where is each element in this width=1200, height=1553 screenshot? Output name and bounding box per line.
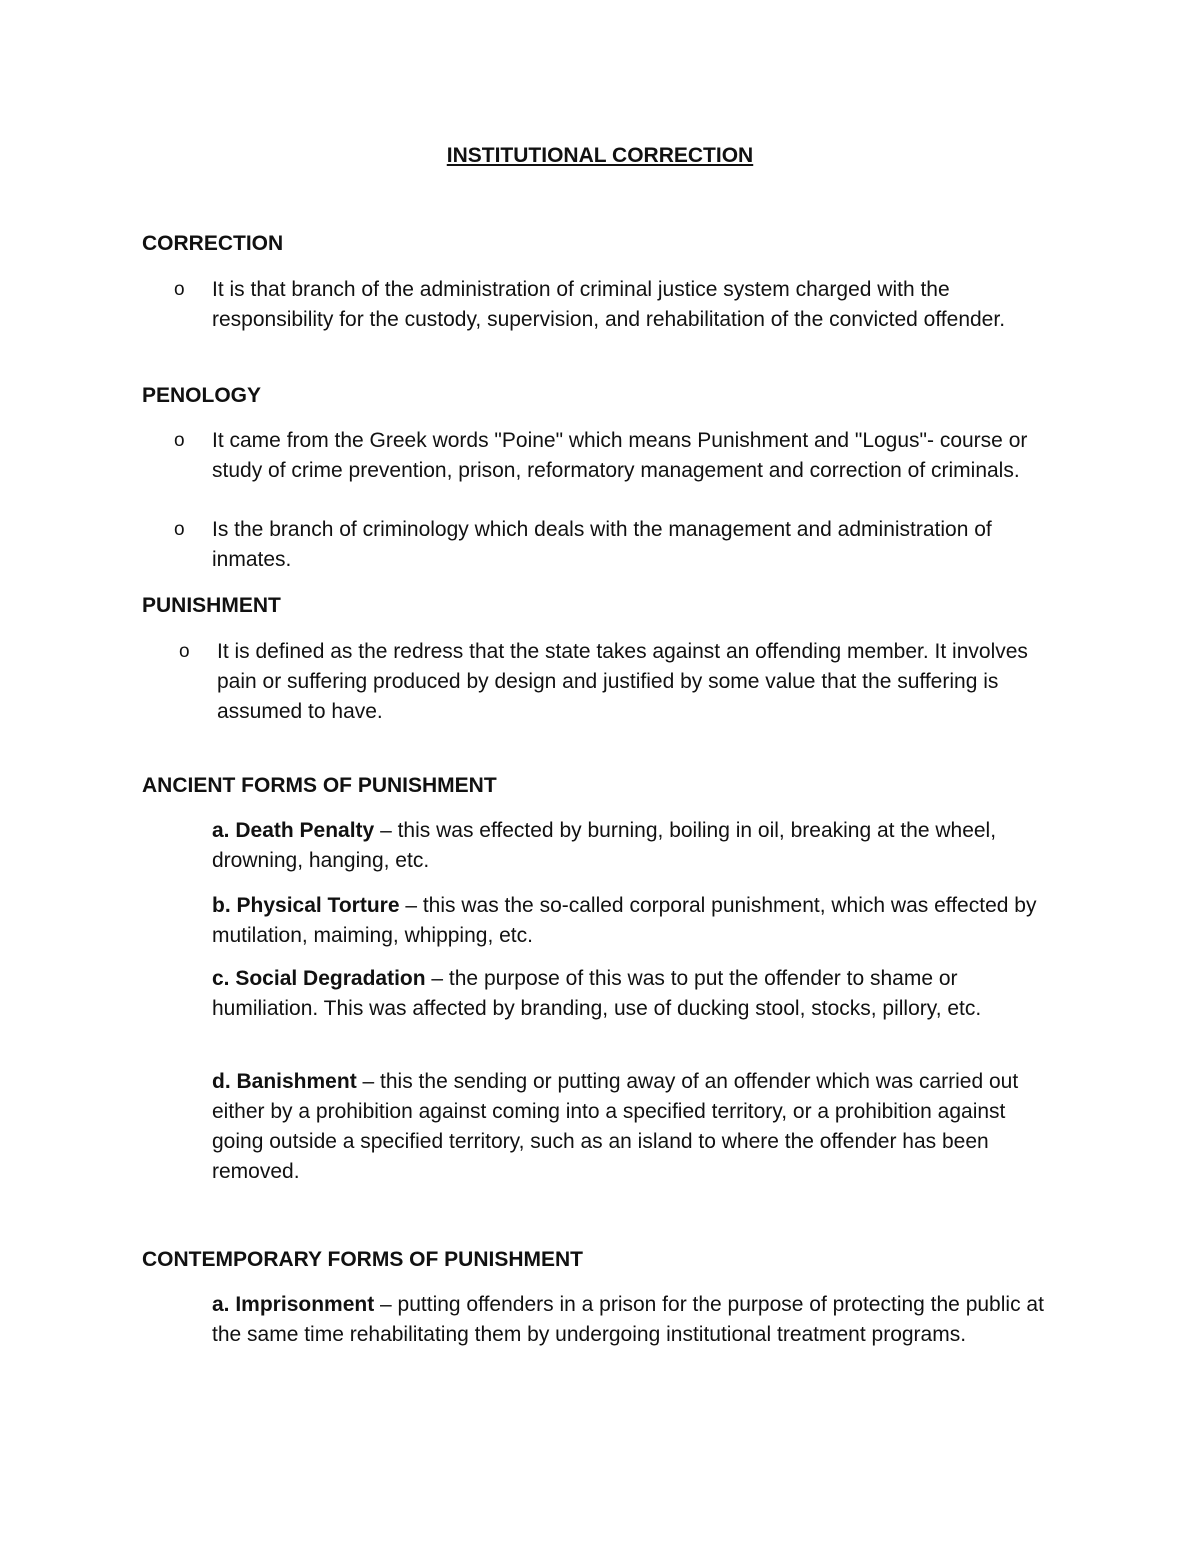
list-item xyxy=(212,1067,1062,1187)
bullet-marker: o xyxy=(179,641,190,662)
bullet-item xyxy=(142,275,1062,335)
list-item xyxy=(212,891,1062,951)
bullet-text: It is that branch of the administration of criminal justice system charged with the responsibility for the custody, supervision, and rehabilitation of the convicted offender. xyxy=(212,278,1006,331)
item-description: – this was effected by burning, boiling in oil, breaking at the wheel, drowning, hanging, etc. xyxy=(212,819,997,872)
bullet-item xyxy=(147,637,1067,727)
item-term: c. Social Degradation xyxy=(212,967,426,990)
document-title: INSTITUTIONAL CORRECTION xyxy=(446,144,754,167)
list-item xyxy=(212,1290,1062,1350)
heading-penology: PENOLOGY xyxy=(142,384,262,407)
heading-ancient-forms: ANCIENT FORMS OF PUNISHMENT xyxy=(142,774,497,797)
item-term: b. Physical Torture xyxy=(212,894,400,917)
bullet-item xyxy=(142,426,1062,486)
bullet-marker: o xyxy=(174,279,185,300)
heading-punishment: PUNISHMENT xyxy=(142,594,281,617)
bullet-text: Is the branch of criminology which deals with the management and administration of inmates. xyxy=(212,518,992,571)
list-item xyxy=(212,816,1062,876)
heading-correction: CORRECTION xyxy=(142,232,284,255)
bullet-marker: o xyxy=(174,519,185,540)
list-item xyxy=(212,964,1062,1024)
item-term: d. Banishment xyxy=(212,1070,357,1093)
bullet-text: It came from the Greek words "Poine" which means Punishment and "Logus"- course or study of crime prevention, prison, reformatory management and correction of criminals. xyxy=(212,429,1028,482)
bullet-text: It is defined as the redress that the state takes against an offending member. It involves pain or suffering produced by design and justified by some value that the suffering is assumed to have. xyxy=(217,640,1028,723)
item-description: – the purpose of this was to put the offender to shame or humiliation. This was affected by branding, use of ducking stool, stocks, pillory, etc. xyxy=(212,967,982,1020)
item-term: a. Death Penalty xyxy=(212,819,375,842)
item-term: a. Imprisonment xyxy=(212,1293,375,1316)
bullet-item xyxy=(142,515,1062,575)
item-description: – this was the so-called corporal punishment, which was effected by mutilation, maiming, whipping, etc. xyxy=(212,894,1037,947)
bullet-marker: o xyxy=(174,430,185,451)
item-description: – putting offenders in a prison for the purpose of protecting the public at the same time rehabilitating them by undergoing institutional treatment programs. xyxy=(212,1293,1044,1346)
item-description: – this the sending or putting away of an offender which was carried out either by a prohibition against coming into a specified territory, or a prohibition against going outside a specified territory, such as an island to where the offender has been removed. xyxy=(212,1070,1019,1183)
heading-contemporary-forms: CONTEMPORARY FORMS OF PUNISHMENT xyxy=(142,1248,584,1271)
